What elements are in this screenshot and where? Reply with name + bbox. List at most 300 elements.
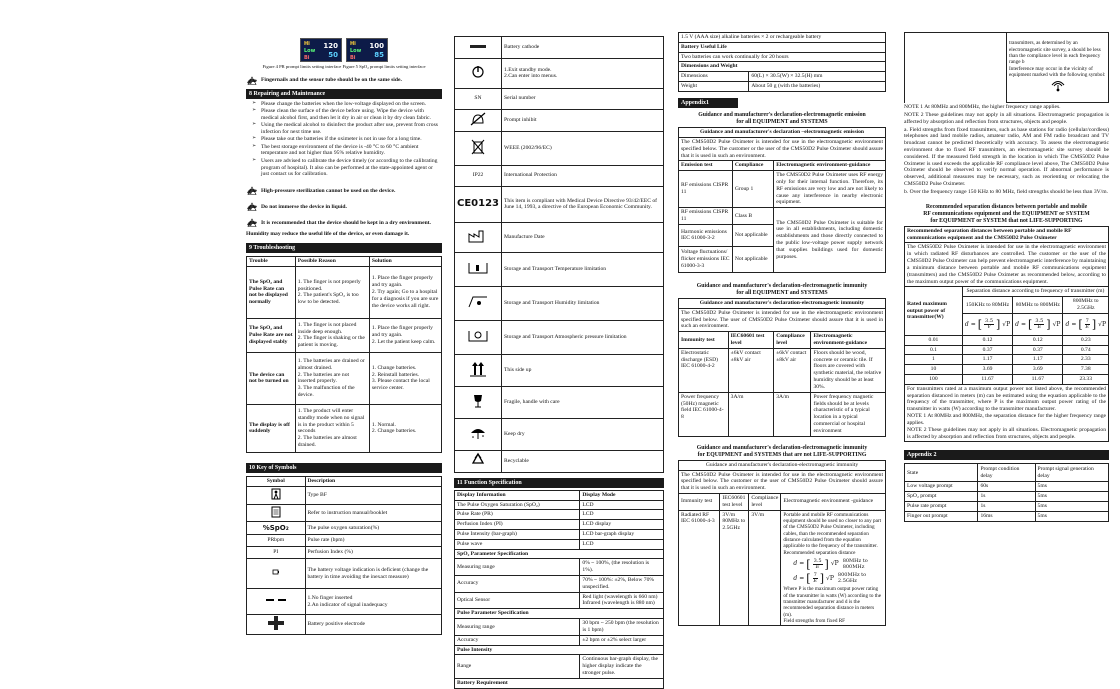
- table-row: [455, 320, 664, 354]
- description-cell: This side up: [502, 354, 664, 386]
- table-row: [455, 354, 664, 386]
- thumb-label: Hi: [304, 41, 310, 47]
- column-header: Compliance level: [774, 332, 811, 349]
- list-item: ➢ Using the medical alcohol to disinfect the product after use, prevent from cross infection for next time use.: [252, 122, 438, 135]
- compliance-cell: Group 1: [732, 171, 773, 208]
- description-cell: The battery voltage indication is deficient (change the battery in time avoiding the inexact measure): [305, 559, 442, 589]
- table-row: [905, 335, 1109, 345]
- description-cell: Keep dry: [502, 418, 664, 450]
- table-row: [905, 482, 1109, 492]
- table-row: [679, 137, 886, 160]
- symbol-cell: [455, 320, 502, 354]
- prompt-inhibit-bell-icon: [465, 111, 491, 127]
- value-cell: 60(L) × 30.5(W) × 32.5(H) mm: [749, 72, 886, 82]
- immunity-table: [678, 298, 886, 437]
- table-row: [455, 186, 664, 222]
- table-row: [247, 615, 442, 635]
- symbol-cell: [455, 252, 502, 286]
- formula-range: 80MHz to 800MHz: [842, 558, 868, 571]
- table-row: [455, 222, 664, 252]
- footnote-text: NOTE 1 At 80MHz and 800MHz, the separation distance for the higher frequency range applies.: [907, 413, 1106, 426]
- description-cell: Serial number: [502, 88, 664, 109]
- description-cell: Storage and Transport Atmospheric pressure limitation: [502, 320, 664, 354]
- guidance-cell: [1007, 33, 1109, 103]
- compliance-cell: Class B: [732, 208, 773, 225]
- formula-fraction: [984, 319, 994, 330]
- note-text: b. Over the frequency range 150 KHz to 80 MHz, field strengths should be less than 3V/m.: [904, 188, 1108, 195]
- subheader-cell: Guidance and manufacturer's declaration –electromagnetic emission: [679, 128, 886, 138]
- power-cell: 10: [905, 365, 963, 375]
- subheader-cell: Battery Useful Life: [679, 42, 886, 52]
- iec-level-cell: 3A/m: [728, 392, 774, 436]
- formula-op: =: [799, 574, 805, 582]
- description-cell: Perfusion Index (%): [305, 547, 442, 559]
- table-subheader: [455, 549, 664, 559]
- table-row: [679, 72, 886, 82]
- description-cell: The pulse oxygen saturation(%): [305, 522, 442, 535]
- warning-hand-icon: [246, 186, 258, 196]
- column-2: [454, 36, 664, 686]
- section-title-function: 11 Function Specification: [454, 478, 664, 488]
- table-row: [455, 619, 664, 636]
- battery-dimensions-table: [678, 32, 886, 92]
- test-cell: Power frequency (50Hz) magnetic field IEC 61000-4-8: [679, 392, 729, 436]
- formula-num: 3.5: [985, 317, 993, 324]
- emission-table: [678, 127, 886, 273]
- value-cell: 70% ~ 100%: ±2%, Below 70% unspecified.: [580, 576, 664, 593]
- label-cell: Range: [455, 655, 580, 678]
- symbol-cell: [455, 386, 502, 418]
- intro-cell: The CMS50D2 Pulse Oximeter is intended for use in the electromagnetic environment specified below. The customer or the user of CMS50D2 Pulse Oximeter should assure that it is used in such an environment.: [679, 470, 886, 493]
- value-cell: LCD: [580, 539, 664, 549]
- guidance-cell: Power frequency magnetic fields should be at levels characteristic of a typical location in a typical commercial or hospital environment: [811, 392, 886, 436]
- table-subheader: [679, 298, 886, 308]
- symbol-cell: [455, 418, 502, 450]
- this-side-up-icon: [465, 361, 491, 377]
- solution-cell: 1. Place the finger properly and try again. 2. Try again; Go to a hospital for a diagnosis if you are sure the device works all right.: [369, 266, 441, 318]
- note-text: a. Field strengths from fixed transmitters, such as base stations for radio (cellular/cordless) telephones and land mobile radios, amateur radio, AM and FM radio broadcast and TV broadcast cannot be predicted theoretically with accuracy. To assess the electromagnetic environment due to fixed RF transmitters, an electromagnetic site survey should be considered. If the measured field strength in the location in which The CMS50D2 Pulse Oximeter is used exceeds the applicable RF compliance level above, The CMS50D2 Pulse Oximeter should be observed to verify normal operation. If abnormal performance is observed, additional measures may be necessary, such as reorienting or relocating the CMS50D2 Pulse Oximeter.: [904, 126, 1109, 188]
- distance-cell: 23.33: [1063, 375, 1109, 385]
- reason-cell: 1. The product will enter standby mode when no signal is in the product within 5 seconds 2. The batteries are almost drained.: [295, 404, 369, 452]
- formula-sqrt: √P: [830, 560, 839, 568]
- label-cell: Perfusion Index (PI): [455, 520, 580, 530]
- label-cell: Pulse Intensity (bar-graph): [455, 529, 580, 539]
- formula-sqrt: √P: [1098, 320, 1106, 328]
- label-cell: Weight: [679, 82, 749, 92]
- state-cell: SpO₂ prompt: [905, 492, 978, 502]
- subheader-cell: Pulse Intensity: [455, 645, 664, 655]
- symbol-cell: PI: [247, 547, 306, 559]
- iec-level-cell: 3V/m 80MHz to 2.5GHz: [720, 510, 749, 626]
- column-header: Display Information: [455, 490, 580, 500]
- label-cell: Optical Sensor: [455, 592, 580, 609]
- column-header: IEC60601 test level: [728, 332, 774, 349]
- distance-cell: 3.69: [1013, 365, 1063, 375]
- warning-hand-icon: [246, 76, 258, 86]
- symbol-cell: [247, 486, 306, 504]
- table-header-row: [679, 161, 886, 171]
- table-subheader: [679, 62, 886, 72]
- warning-text: Do not immerse the device in liquid.: [261, 203, 347, 210]
- value-cell: Continuous bar-graph display, the higher display indicate the stronger pulse.: [580, 655, 664, 678]
- guidance-cell: The CMS50D2 Pulse Oximeter is suitable for use in all establishments, including domestic establishments and those directly connected to the public low-voltage power supply network that supplies buildings used for domestic purposes.: [774, 208, 886, 273]
- compliance-cell: Not applicable: [732, 246, 773, 272]
- thumb-value: 120: [323, 42, 338, 50]
- formula-den: E: [815, 563, 820, 570]
- description-cell: Battery positive electrode: [305, 615, 442, 635]
- humidity-note: Humidity may reduce the useful life of the device, or even damage it.: [246, 231, 410, 238]
- appendix-2-title: Appendix 2: [904, 450, 1109, 460]
- symbol-cell: [247, 504, 306, 522]
- warning-hand-icon: [246, 218, 258, 228]
- label-cell: Accuracy: [455, 576, 580, 593]
- column-1: [246, 32, 442, 676]
- subheader-cell: Guidance and manufacturer's declaration-electromagnetic immunity: [679, 298, 886, 308]
- band-header: 800MHz to 2.5GHz: [1063, 297, 1109, 314]
- column-header: Compliance: [732, 161, 773, 171]
- table-row: [905, 33, 1109, 103]
- power-cell: 100: [905, 375, 963, 385]
- table-header-row: [679, 332, 886, 349]
- distance-cell: 11.67: [962, 375, 1012, 385]
- formula-var: d: [1065, 320, 1070, 328]
- column-header: Rated maximum output power of transmitter(W): [905, 287, 963, 335]
- warning-dry: [246, 218, 442, 228]
- test-cell: RF emissions CISPR 11: [679, 171, 733, 208]
- table-header-row: [905, 287, 1109, 297]
- warning-immerse: [246, 202, 442, 212]
- table-row: [455, 510, 664, 520]
- symbol-cell: %SpO₂: [247, 522, 306, 535]
- table-row: [455, 559, 664, 576]
- formula-num: 7: [813, 571, 817, 578]
- table-row: [455, 520, 664, 530]
- value-cell: LCD display: [580, 520, 664, 530]
- temperature-limit-icon: [465, 260, 491, 276]
- symbol-cell: IP22: [455, 165, 502, 186]
- rf-immunity-table: [678, 460, 886, 627]
- symbol-cell: [455, 37, 502, 59]
- subheader-cell: Recommended separation distances between portable and mobile RF communications equipment and the CMS50D2 Pulse Oximeter: [905, 226, 1109, 243]
- distance-cell: 0.12: [1013, 335, 1063, 345]
- formula-den: E: [813, 577, 817, 584]
- table-row: [455, 386, 664, 418]
- description-cell: Fragile, handle with care: [502, 386, 664, 418]
- delay-cell: 5ms: [1035, 492, 1108, 502]
- column-header: Electromagnetic environment-guidance: [811, 332, 886, 349]
- list-item: ➢ Please clean the surface of the device before using. Wipe the device with medical alcohol first, and then let it dry in air or clean it by dry clean fabric.: [252, 108, 431, 121]
- test-cell: Radiated RF IEC 61000-4-3: [679, 510, 720, 626]
- value-cell: LCD: [580, 510, 664, 520]
- distance-cell: 11.67: [1013, 375, 1063, 385]
- list-item: ➢ Please take out the batteries if the oximeter is not in use for a long time.: [252, 136, 422, 143]
- band-header: 80MHz to 800MHz: [1013, 297, 1063, 314]
- table-header-row: [247, 476, 442, 486]
- distance-cell: 1.17: [1013, 355, 1063, 365]
- emission-title: for all EQUIPMENT and SYSTEMS: [736, 119, 828, 126]
- bracket-icon: [: [806, 571, 811, 585]
- spo2-prompt-thumbnail: [346, 38, 388, 62]
- table-subheader: [679, 128, 886, 138]
- bracket-icon: [: [977, 317, 983, 331]
- column-header: Trouble: [247, 257, 296, 267]
- table-row: [247, 266, 442, 318]
- table-row: [247, 522, 442, 535]
- table-row: [905, 355, 1109, 365]
- description-cell: 1.Exit standby mode. 2.Can enter into menus.: [502, 58, 664, 88]
- subheader-cell: Pulse Parameter Specification: [455, 609, 664, 619]
- formula-op: =: [970, 320, 976, 328]
- guidance-cell: Floors should be wood, concrete or ceramic tile. If floors are covered with synthetic material, the relative humidity should be at least 30%.: [811, 348, 886, 392]
- guidance-text: Where P is the maximum output power rating of the transmitter in watts (W) according to the transmitter manufacturer and d is the recommended separation distance in meters (m).: [783, 586, 882, 618]
- symbol-cell: [247, 589, 306, 615]
- value-cell: Two batteries can work continually for 20 hours: [679, 52, 886, 62]
- description-cell: Refer to instruction manual/booklet: [305, 504, 442, 522]
- table-row: [247, 504, 442, 522]
- column-header: Electromagnetic environment -guidance: [781, 493, 886, 510]
- section-title-troubleshooting: 9 Troubleshooting: [246, 243, 442, 253]
- formula-cell: [1013, 313, 1063, 335]
- formula-op: =: [799, 560, 805, 568]
- solution-cell: 1. Normal. 2. Change batteries.: [369, 404, 441, 452]
- value-cell: About 50 g (with the batteries): [749, 82, 886, 92]
- arrow-bullet-icon: ➢: [252, 157, 257, 163]
- arrow-bullet-icon: ➢: [252, 136, 257, 142]
- delay-cell: 1s: [978, 492, 1035, 502]
- solution-cell: 1. Change batteries. 2. Reinstall batteries. 3. Please contact the local service center.: [369, 352, 441, 404]
- footnote-cell: [905, 384, 1109, 442]
- bracket-icon: [: [1078, 317, 1083, 331]
- pressure-limit-icon: [465, 328, 491, 344]
- battery-positive-icon: [268, 616, 284, 630]
- warning-sterilize: [246, 186, 442, 196]
- trouble-cell: The SpO₂ and Pulse Rate are not displayed stably: [247, 318, 296, 352]
- table-subheader: [905, 226, 1109, 243]
- troubleshooting-table: [246, 256, 442, 453]
- symbol-cell: SN: [455, 88, 502, 109]
- table-row: [905, 375, 1109, 385]
- symbol-cell: [455, 354, 502, 386]
- separation-title: for EQUIPMENT or SYSTEM that not LIFE-SUPPORTING: [930, 217, 1083, 224]
- figure-caption: Figure 4 PR prompt limits setting interface Figure 5 SpO₂ prompt limits setting interface: [262, 64, 426, 69]
- function-spec-table: [454, 490, 664, 689]
- prompt-interface-figures: [246, 38, 442, 62]
- description-cell: WEEE (2002/96/EC): [502, 131, 664, 165]
- bracket-icon: ]: [996, 317, 1001, 331]
- rf-continuation-table: [904, 32, 1109, 103]
- subheader-cell: Battery Requirement: [455, 678, 664, 688]
- formula-sqrt: √P: [826, 574, 834, 582]
- description-cell: Pulse rate (bpm): [305, 535, 442, 547]
- formula-fraction: [1034, 319, 1044, 330]
- table-row: [455, 252, 664, 286]
- table-row: [679, 33, 886, 43]
- label-cell: Measuring range: [455, 619, 580, 636]
- label-cell: The Pulse Oxygen Saturation (SpO₂): [455, 500, 580, 510]
- column-header: State: [905, 464, 978, 482]
- table-row: [905, 365, 1109, 375]
- column-header: Immunity test: [679, 493, 720, 510]
- formula-low-band: [793, 558, 883, 570]
- table-row: [679, 392, 886, 436]
- table-row: [455, 635, 664, 645]
- note-text: NOTE 2 These guidelines may not apply in all situations. Electromagnetic propagation is affected by absorption and reflection from structures, objects and people.: [904, 111, 1109, 125]
- table-row: [247, 486, 442, 504]
- table-subheader: [455, 645, 664, 655]
- column-header: Solution: [369, 257, 441, 267]
- table-subheader: [679, 460, 886, 470]
- table-row: [455, 539, 664, 549]
- bracket-icon: [: [1028, 317, 1033, 331]
- non-ionizing-radiation-icon: [1051, 80, 1065, 92]
- distance-cell: 0.12: [962, 335, 1012, 345]
- table-row: [679, 82, 886, 92]
- trouble-cell: The device can not be turned on: [247, 352, 296, 404]
- column-header: Display Mode: [580, 490, 664, 500]
- factory-icon: [465, 228, 491, 244]
- formula-den: V: [987, 323, 991, 330]
- thumb-label: Low: [304, 48, 316, 54]
- table-row: [247, 318, 442, 352]
- separation-title: RF communications equipment and the EQUIPMENT or SYSTEM: [923, 210, 1090, 217]
- column-header: Compliance level: [749, 493, 781, 510]
- value-cell: LCD: [580, 500, 664, 510]
- subheader-cell: Dimensions and Weight: [679, 62, 886, 72]
- thumb-label: Bi: [350, 55, 356, 61]
- column-header: Separation distance according to frequency of transmitter (m): [962, 287, 1108, 297]
- keep-dry-umbrella-icon: [465, 425, 491, 441]
- table-subheader: [455, 678, 664, 688]
- formula-cell: [962, 313, 1012, 335]
- table-row: [455, 58, 664, 88]
- pr-prompt-thumbnail: [300, 38, 342, 62]
- formula-var: d: [1015, 320, 1020, 328]
- reason-cell: 1. The finger is not placed inside deep enough. 2. The finger is shaking or the patient is moving.: [295, 318, 369, 352]
- table-row: [679, 52, 886, 62]
- type-bf-icon: [270, 488, 282, 500]
- arrow-bullet-icon: ➢: [252, 108, 257, 113]
- delay-cell: 16ms: [978, 511, 1035, 521]
- formula-range: 800MHz to 2.5GHz: [837, 572, 867, 585]
- value-cell: LCD bar-graph display: [580, 529, 664, 539]
- immunity-title: for all EQUIPMENT and SYSTEMS: [736, 289, 828, 296]
- table-row: [455, 529, 664, 539]
- iec-level-cell: ±6kV contact ±8kV air: [728, 348, 774, 392]
- state-cell: Finger out prompt: [905, 511, 978, 521]
- section-title-symbols: 10 Key of Symbols: [246, 463, 442, 473]
- table-row: [247, 352, 442, 404]
- intro-cell: The CMS50D2 Pulse Oximeter is intended for use in the electromagnetic environment specified below. The user of CMS50D2 Pulse Oximeter should assure that it is used in such an environment.: [679, 308, 886, 331]
- prompt-delay-table: [904, 463, 1109, 521]
- column-header: Prompt signal generation delay: [1035, 464, 1108, 482]
- formula-den: E: [1085, 323, 1090, 330]
- formula-num: 3.5: [813, 557, 822, 564]
- distance-cell: 7.38: [1063, 365, 1109, 375]
- table-row: [679, 348, 886, 392]
- delay-cell: 5ms: [1035, 502, 1108, 512]
- test-cell: Electrostatic discharge (ESD) IEC 61000-4-2: [679, 348, 729, 392]
- power-cell: 0.1: [905, 345, 963, 355]
- no-finger-dashes-icon: [265, 596, 287, 604]
- guidance-cell: [781, 510, 886, 626]
- section-title-repair: 8 Repairing and Maintenance: [246, 89, 442, 99]
- weee-bin-icon: [465, 139, 491, 155]
- separation-table: [904, 226, 1109, 443]
- distance-cell: 2.33: [1063, 355, 1109, 365]
- table-row: [455, 450, 664, 472]
- column-header: Immunity test: [679, 332, 729, 349]
- reason-cell: 1. The finger is not properly positioned. 2. The patient's SpO₂ is too low to be detected.: [295, 266, 369, 318]
- formula-sqrt: √P: [1002, 320, 1011, 328]
- column-header: Electromagnetic environment-guidance: [774, 161, 886, 171]
- test-cell: RF emissions CISPR 11: [679, 208, 733, 225]
- distance-cell: 1.17: [962, 355, 1012, 365]
- power-button-icon: [465, 64, 491, 80]
- column-header: Description: [305, 476, 442, 486]
- rf-immunity-title: Guidance and manufacturer's declaration-electromagnetic immunity: [696, 444, 868, 451]
- column-header: Possible Reason: [295, 257, 369, 267]
- formula-var: d: [793, 574, 798, 582]
- label-cell: Pulse wave: [455, 539, 580, 549]
- fragile-glass-icon: [465, 393, 491, 409]
- table-row: [455, 418, 664, 450]
- distance-cell: 0.37: [962, 345, 1012, 355]
- thumb-label: Low: [350, 48, 362, 54]
- table-subheader: [679, 42, 886, 52]
- separation-title: Recommended separation distances between portable and mobile: [925, 203, 1088, 210]
- table-subheader: [455, 609, 664, 619]
- table-row: [455, 37, 664, 59]
- test-cell: Voltage fluctuations/ flicker emissions IEC 61000-3-3: [679, 246, 733, 272]
- table-row: [679, 171, 886, 208]
- symbols-table-1: [246, 476, 442, 635]
- formula-op: =: [1021, 320, 1027, 328]
- manual-icon: [270, 506, 282, 518]
- formula-var: d: [793, 560, 798, 568]
- empty-cell: [905, 33, 1007, 103]
- value-cell: 1.5 V (AAA size) alkaline batteries × 2 or rechargeable battery: [679, 33, 886, 43]
- table-header-row: [247, 257, 442, 267]
- repair-list: [246, 101, 442, 178]
- table-row: [905, 345, 1109, 355]
- footnote-text: For transmitters rated at a maximum output power not listed above, the recommended separation distanced in meters (m) can be estimated using the equation applicable to the frequency of the transmitter, where P is the maximum output power rating of the transmitter in watts (W) according to the transmitter manufacturer.: [907, 385, 1106, 413]
- label-cell: Dimensions: [679, 72, 749, 82]
- thumb-value: 100: [369, 42, 384, 50]
- table-row: [679, 308, 886, 331]
- column-header: Symbol: [247, 476, 306, 486]
- label-cell: Pulse Rate (PR): [455, 510, 580, 520]
- thumb-value: 85: [374, 51, 384, 59]
- state-cell: Pulse rate prompt: [905, 502, 978, 512]
- bracket-icon: ]: [819, 571, 825, 585]
- table-row: [455, 500, 664, 510]
- label-cell: Measuring range: [455, 559, 580, 576]
- table-row: [905, 492, 1109, 502]
- symbol-cell: [455, 131, 502, 165]
- trouble-cell: The display is off suddenly: [247, 404, 296, 452]
- thumb-label: Bi: [304, 55, 310, 61]
- bracket-icon: ]: [1046, 317, 1051, 331]
- description-cell: International Protection: [502, 165, 664, 186]
- emission-title: Guidance and manufacturer's declaration-electromagnetic emission: [698, 111, 866, 118]
- thumb-value: 50: [328, 51, 338, 59]
- compliance-cell: ±6kV contact ±8kV air: [774, 348, 811, 392]
- value-cell: 0% ~ 100%, (the resolution is 1%).: [580, 559, 664, 576]
- warning-text: High-pressure sterilization cannot be used on the device.: [261, 187, 396, 194]
- guidance-text: Field strengths from fixed RF: [783, 618, 846, 625]
- warning-text: It is recommended that the device should be kept in a dry environment.: [261, 219, 431, 226]
- table-row: [905, 384, 1109, 442]
